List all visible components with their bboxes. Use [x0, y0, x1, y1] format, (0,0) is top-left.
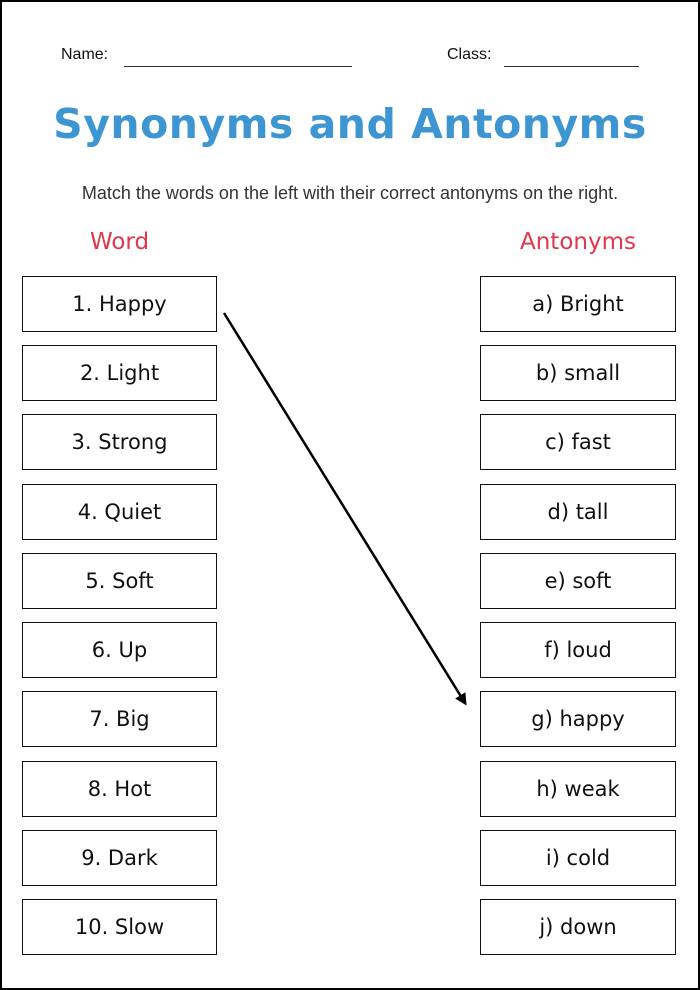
word-box-4[interactable]: 4. Quiet	[22, 484, 217, 540]
word-box-5[interactable]: 5. Soft	[22, 553, 217, 609]
word-box-1[interactable]: 1. Happy	[22, 276, 217, 332]
antonyms-column-heading: Antonyms	[520, 229, 636, 255]
instructions: Match the words on the left with their correct antonyms on the right.	[81, 183, 619, 203]
arrow-line	[224, 313, 465, 703]
worksheet-title: Synonyms and Antonyms	[53, 100, 647, 148]
antonym-box-d[interactable]: d) tall	[480, 484, 676, 540]
antonym-box-c[interactable]: c) fast	[480, 414, 676, 470]
name-label: Name:	[61, 46, 109, 63]
antonym-box-f[interactable]: f) loud	[480, 622, 676, 678]
word-box-3[interactable]: 3. Strong	[22, 414, 217, 470]
antonym-box-a[interactable]: a) Bright	[480, 276, 676, 332]
word-column-heading: Word	[89, 229, 150, 255]
antonym-box-h[interactable]: h) weak	[480, 761, 676, 817]
antonym-box-b[interactable]: b) small	[480, 345, 676, 401]
antonym-box-e[interactable]: e) soft	[480, 553, 676, 609]
antonym-box-j[interactable]: j) down	[480, 899, 676, 955]
word-box-9[interactable]: 9. Dark	[22, 830, 217, 886]
word-box-2[interactable]: 2. Light	[22, 345, 217, 401]
antonym-box-i[interactable]: i) cold	[480, 830, 676, 886]
class-label: Class:	[447, 46, 492, 63]
word-box-10[interactable]: 10. Slow	[22, 899, 217, 955]
word-box-7[interactable]: 7. Big	[22, 691, 217, 747]
word-box-6[interactable]: 6. Up	[22, 622, 217, 678]
word-box-8[interactable]: 8. Hot	[22, 761, 217, 817]
antonym-box-g[interactable]: g) happy	[480, 691, 676, 747]
